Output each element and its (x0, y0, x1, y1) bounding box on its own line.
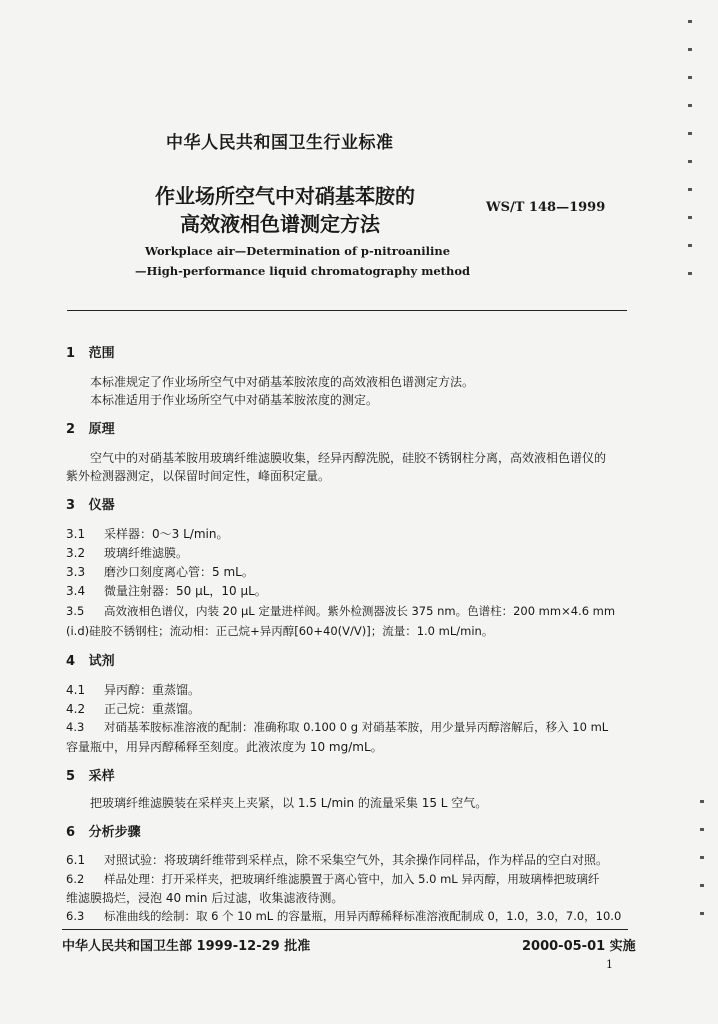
section-number: 1 (66, 346, 76, 361)
paragraph: 容量瓶中，用异丙醇稀释至刻度。此液浓度为 10 mg/mL。 (66, 740, 383, 754)
section-title: 试剂 (88, 654, 115, 669)
item-text: 高效液相色谱仪，内装 20 μL 定量进样阀。紫外检测器波长 375 nm。色谱柱：200 mm×4.6 mm (104, 604, 616, 618)
approval-line: 中华人民共和国卫生部 1999-12-29 批准 (62, 939, 311, 954)
page-number: 1 (606, 958, 613, 971)
section-1-heading (66, 342, 115, 361)
paragraph: 本标准适用于作业场所空气中对硝基苯胺浓度的测定。 (90, 393, 379, 407)
item-number: 4.1 (66, 683, 86, 697)
section-number: 2 (66, 422, 76, 437)
scan-edge-marks (700, 800, 704, 920)
item-number: 6.3 (66, 909, 85, 923)
list-item (66, 700, 200, 717)
item-text: 微量注射器：50 μL，10 μL。 (104, 584, 267, 598)
item-text: 标准曲线的绘制：取 6 个 10 mL 的容量瓶，用异丙醇稀释标准溶液配制成 0，1.0，3.0，7.0，10.0 (104, 909, 622, 923)
item-number: 6.1 (66, 853, 86, 867)
list-item (66, 603, 615, 619)
paragraph: 本标准规定了作业场所空气中对硝基苯胺浓度的高效液相色谱测定方法。 (90, 375, 475, 389)
paragraph: (i.d)硅胶不锈钢柱；流动相：正己烷+异丙醇[60+40(V/V)]；流量：1.0 mL/min。 (66, 624, 494, 638)
section-number: 3 (66, 498, 76, 513)
section-number: 6 (66, 825, 76, 840)
item-text: 异丙醇：重蒸馏。 (104, 683, 201, 697)
item-number: 3.4 (66, 584, 86, 598)
list-item (66, 582, 267, 599)
section-6-heading (66, 821, 141, 840)
item-number: 3.2 (66, 546, 86, 560)
item-number: 6.2 (66, 872, 85, 886)
english-title-line1: Workplace air—Determination of p-nitroaniline (145, 244, 451, 258)
item-text: 对硝基苯胺标准溶液的配制：准确称取 0.100 0 g 对硝基苯胺，用少量异丙醇溶解后，移入 10 mL (104, 720, 609, 734)
header-divider (67, 310, 627, 311)
item-number: 3.5 (66, 604, 85, 618)
item-number: 4.3 (66, 720, 85, 734)
paragraph: 空气中的对硝基苯胺用玻璃纤维滤膜收集，经异丙醇洗脱，硅胶不锈钢柱分离，高效液相色谱仪的 (90, 451, 607, 465)
section-4-heading (66, 650, 115, 669)
item-number: 3.1 (66, 527, 86, 541)
standard-code: WS/T 148—1999 (486, 200, 606, 215)
section-2-heading (66, 418, 115, 437)
list-item (66, 719, 608, 735)
list-item (66, 908, 621, 924)
section-number: 4 (66, 654, 76, 669)
list-item (66, 851, 608, 868)
paragraph: 紫外检测器测定，以保留时间定性，峰面积定量。 (66, 469, 331, 483)
item-text: 磨沙口刻度离心管：5 mL。 (104, 565, 254, 579)
section-title: 仪器 (88, 498, 115, 513)
paragraph: 维滤膜捣烂，浸泡 40 min 后过滤，收集滤液待测。 (66, 891, 344, 905)
paragraph: 把玻璃纤维滤膜装在采样夹上夹紧，以 1.5 L/min 的流量采集 15 L 空气。 (90, 796, 488, 810)
list-item (66, 871, 599, 887)
document-title-line1: 作业场所空气中对硝基苯胺的 (155, 184, 415, 208)
implementation-date: 2000-05-01 实施 (522, 939, 636, 954)
list-item (66, 681, 200, 698)
footer-divider (62, 929, 628, 930)
section-title: 采样 (88, 769, 115, 784)
item-text: 玻璃纤维滤膜。 (104, 546, 189, 560)
scan-edge-marks (688, 20, 692, 280)
section-3-heading (66, 494, 115, 513)
section-title: 分析步骤 (88, 825, 141, 840)
item-text: 对照试验：将玻璃纤维带到采样点，除不采集空气外，其余操作同样品，作为样品的空白对照。 (104, 853, 609, 867)
item-text: 正己烷：重蒸馏。 (104, 702, 201, 716)
item-text: 采样器：0～3 L/min。 (104, 527, 229, 541)
list-item (66, 525, 228, 542)
list-item (66, 544, 188, 561)
item-number: 4.2 (66, 702, 86, 716)
issuer-header: 中华人民共和国卫生行业标准 (166, 133, 394, 153)
document-title-line2: 高效液相色谱测定方法 (180, 212, 380, 236)
item-number: 3.3 (66, 565, 86, 579)
section-number: 5 (66, 769, 76, 784)
item-text: 样品处理：打开采样夹，把玻璃纤维滤膜置于离心管中，加入 5.0 mL 异丙醇，用玻璃棒把玻璃纤 (104, 872, 600, 886)
section-title: 原理 (88, 422, 115, 437)
section-5-heading (66, 765, 115, 784)
list-item (66, 563, 254, 580)
english-title-line2: —High-performance liquid chromatography method (135, 264, 471, 278)
section-title: 范围 (88, 346, 115, 361)
